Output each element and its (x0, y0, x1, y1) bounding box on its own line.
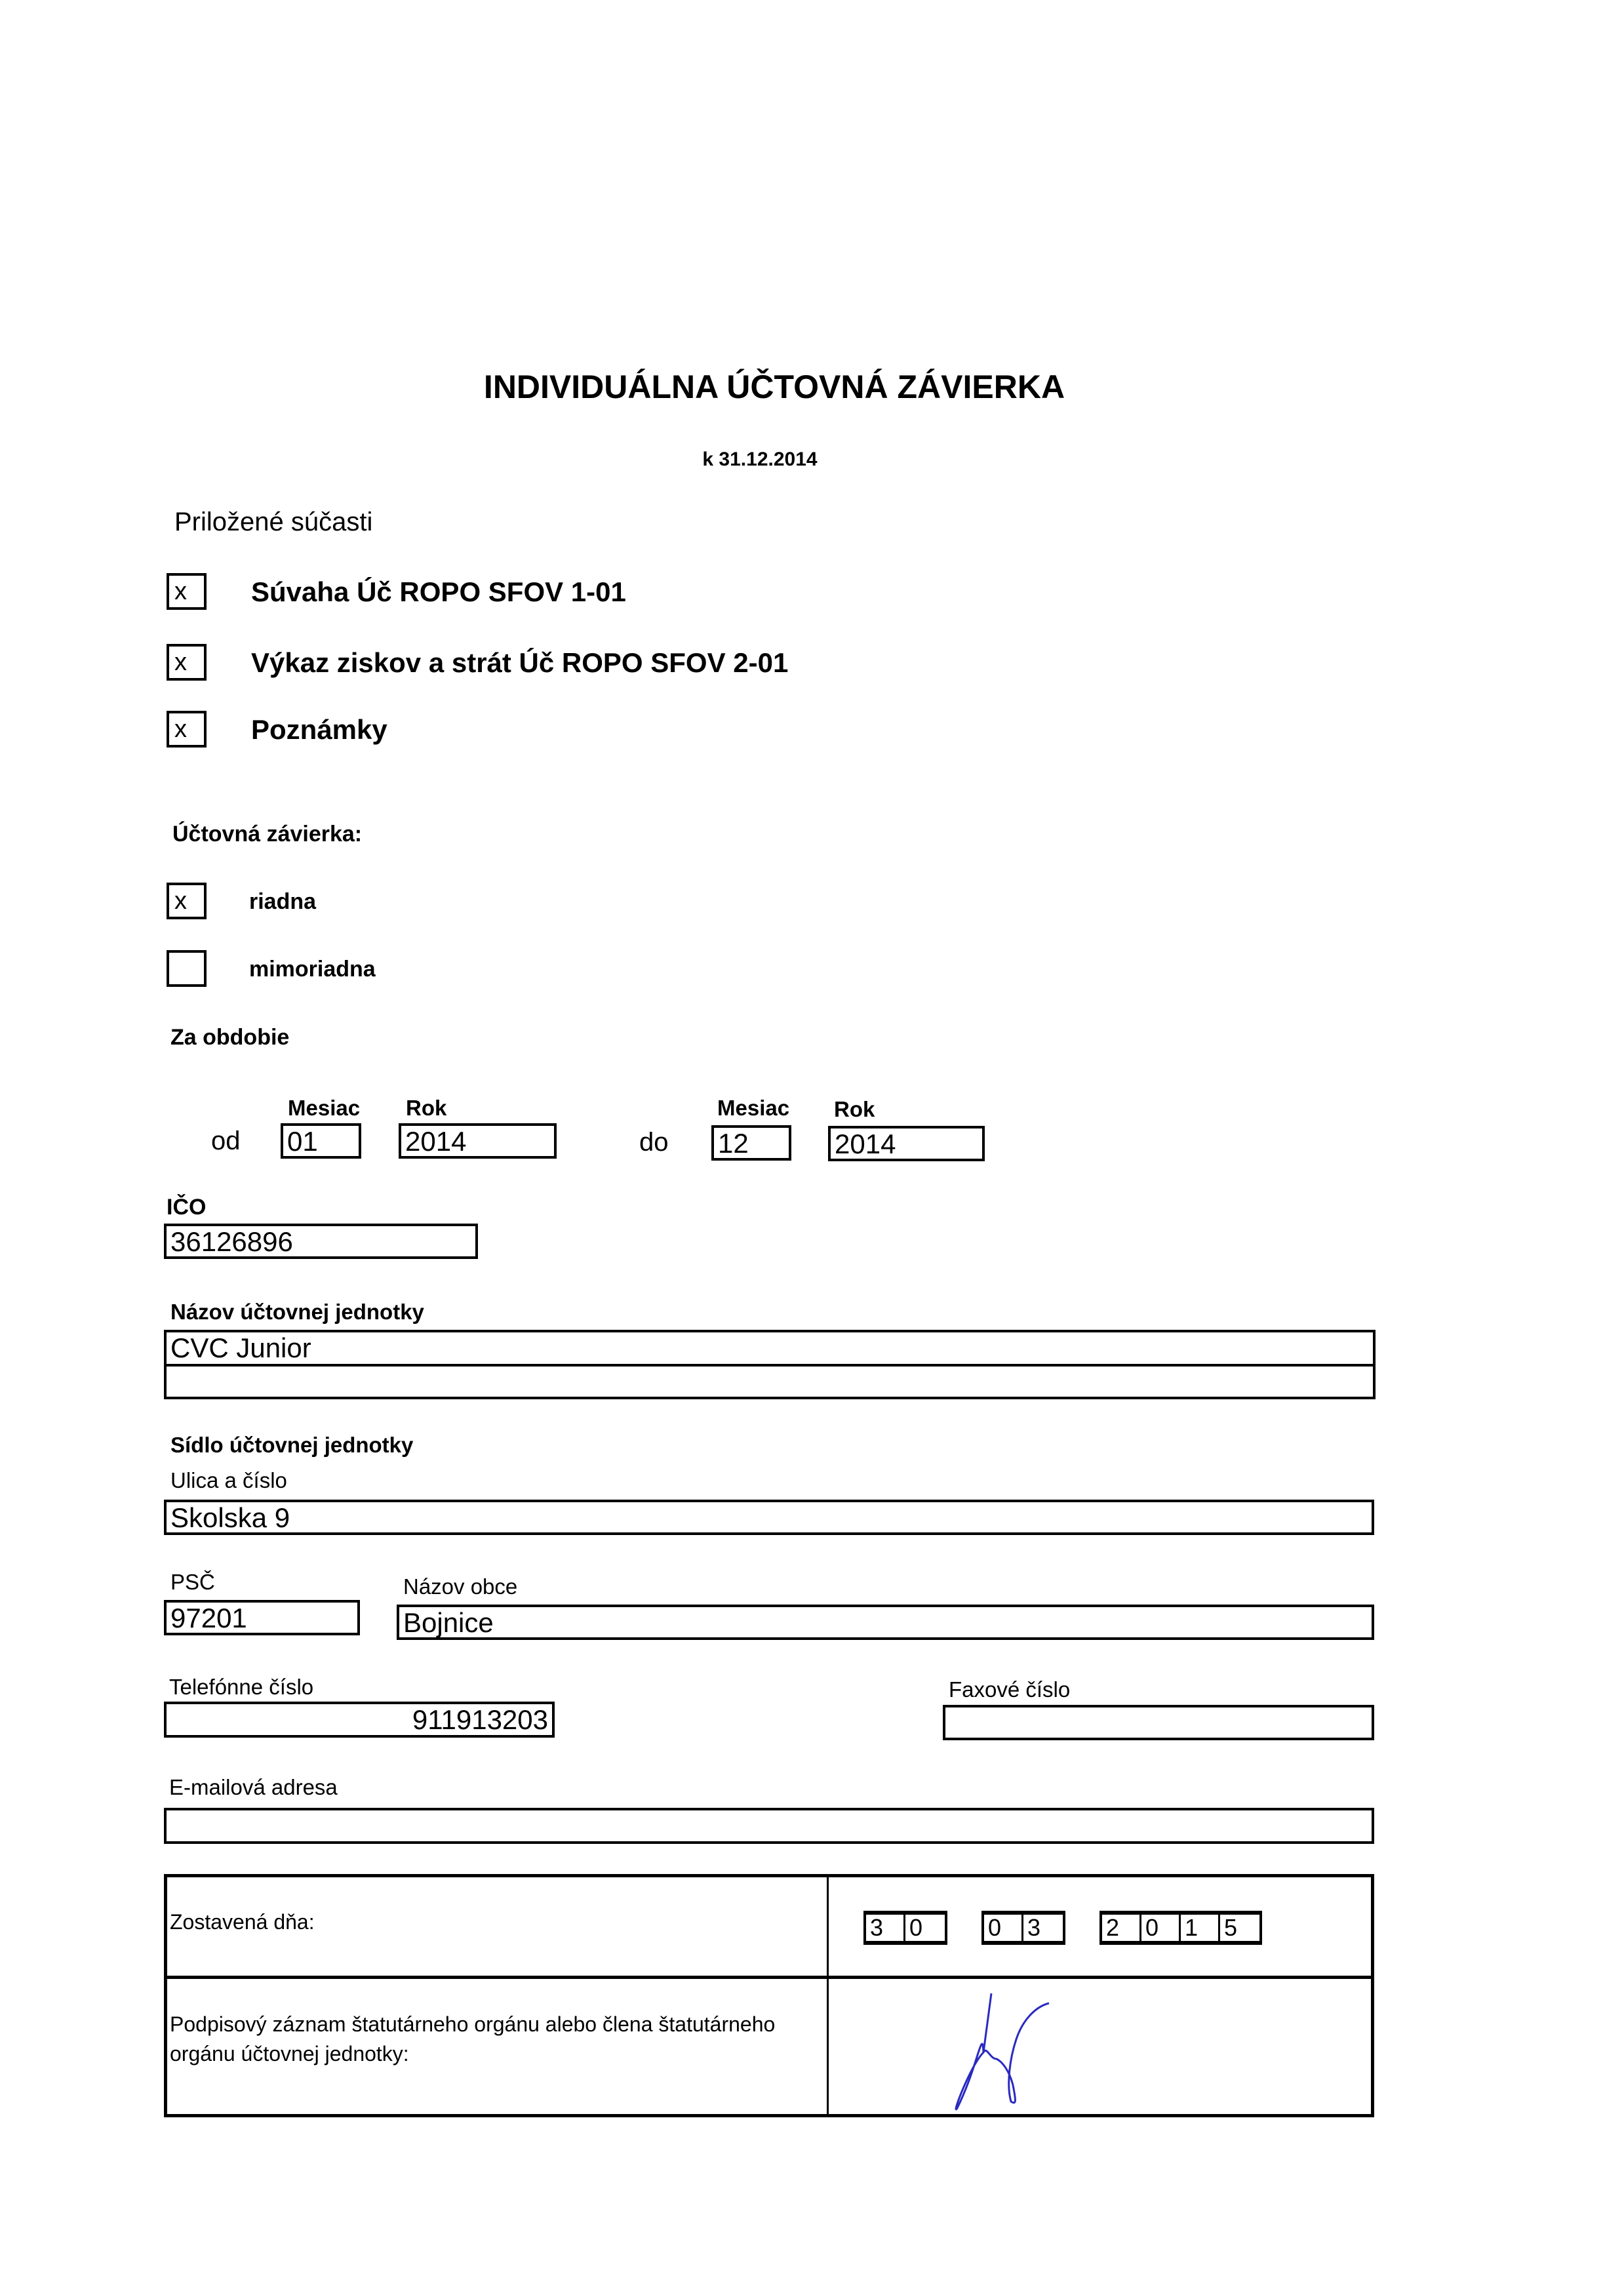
attachment-label-3: Poznámky (251, 714, 387, 745)
attachment-label-1: Súvaha Úč ROPO SFOV 1-01 (251, 576, 626, 607)
period-heading: Za obdobie (170, 1025, 290, 1050)
name-field-line2[interactable] (164, 1364, 1376, 1399)
attachments-heading: Priložené súčasti (174, 508, 373, 536)
digit: 0 (1141, 1915, 1181, 1941)
digit: 3 (1027, 1914, 1041, 1941)
to-month-label: Mesiac (717, 1096, 790, 1120)
name-field-line1[interactable]: CVC Junior (164, 1330, 1376, 1367)
street-field[interactable]: Skolska 9 (164, 1500, 1374, 1535)
to-year-label: Rok (834, 1097, 875, 1121)
from-label: od (211, 1127, 241, 1155)
psc-field[interactable]: 97201 (164, 1600, 360, 1635)
digit: 2 (1102, 1915, 1141, 1941)
attachment-checkbox-2[interactable]: x (167, 644, 207, 681)
digit: 3 (866, 1915, 905, 1941)
from-year-field[interactable]: 2014 (399, 1123, 557, 1159)
psc-label: PSČ (170, 1570, 215, 1594)
closing-heading: Účtovná závierka: (172, 822, 363, 847)
extraordinary-label: mimoriadna (249, 957, 376, 982)
from-month-label: Mesiac (288, 1096, 361, 1120)
from-month-field[interactable]: 01 (281, 1123, 361, 1159)
document-title: INDIVIDUÁLNA ÚČTOVNÁ ZÁVIERKA (483, 369, 1065, 405)
digit: 1 (1181, 1915, 1220, 1941)
compiled-day-field[interactable] (863, 1911, 947, 1945)
street-label: Ulica a číslo (170, 1468, 287, 1492)
compiled-year-field[interactable] (1099, 1911, 1262, 1945)
email-field[interactable] (164, 1808, 1374, 1844)
digit: 5 (1224, 1914, 1238, 1941)
regular-checkbox[interactable]: x (167, 883, 207, 919)
attachment-checkbox-1[interactable]: x (167, 573, 207, 610)
from-year-label: Rok (406, 1096, 447, 1120)
to-month-field[interactable]: 12 (711, 1125, 791, 1161)
signature-label: Podpisový záznam štatutárneho orgánu alebo člena štatutárneho orgánu účtovnej jednotky: (170, 2012, 776, 2066)
name-label: Názov účtovnej jednotky (170, 1300, 424, 1324)
ico-label: IČO (167, 1195, 207, 1220)
table-column-divider (827, 1877, 829, 2114)
regular-label: riadna (249, 889, 317, 914)
attachment-checkbox-3[interactable]: x (167, 711, 207, 748)
date-as-of: k 31.12.2014 (702, 449, 818, 470)
city-label: Názov obce (403, 1574, 518, 1599)
phone-label: Telefónne číslo (169, 1675, 314, 1699)
extraordinary-checkbox[interactable] (167, 950, 207, 987)
fax-field[interactable] (943, 1705, 1374, 1740)
attachment-label-2: Výkaz ziskov a strát Úč ROPO SFOV 2-01 (251, 647, 789, 678)
city-field[interactable]: Bojnice (397, 1605, 1374, 1640)
to-year-field[interactable]: 2014 (828, 1126, 985, 1161)
phone-field[interactable]: 911913203 (164, 1702, 555, 1738)
digit: 0 (909, 1914, 923, 1941)
table-row-divider (167, 1976, 1371, 1979)
compiled-label: Zostavená dňa: (170, 1910, 315, 1934)
seat-label: Sídlo účtovnej jednotky (170, 1433, 414, 1457)
to-label: do (639, 1128, 669, 1157)
handwritten-signature (918, 1987, 1088, 2118)
compiled-month-field[interactable] (981, 1911, 1065, 1945)
ico-field[interactable]: 36126896 (164, 1224, 478, 1259)
email-label: E-mailová adresa (169, 1775, 338, 1799)
fax-label: Faxové číslo (949, 1677, 1071, 1702)
digit: 0 (984, 1915, 1023, 1941)
